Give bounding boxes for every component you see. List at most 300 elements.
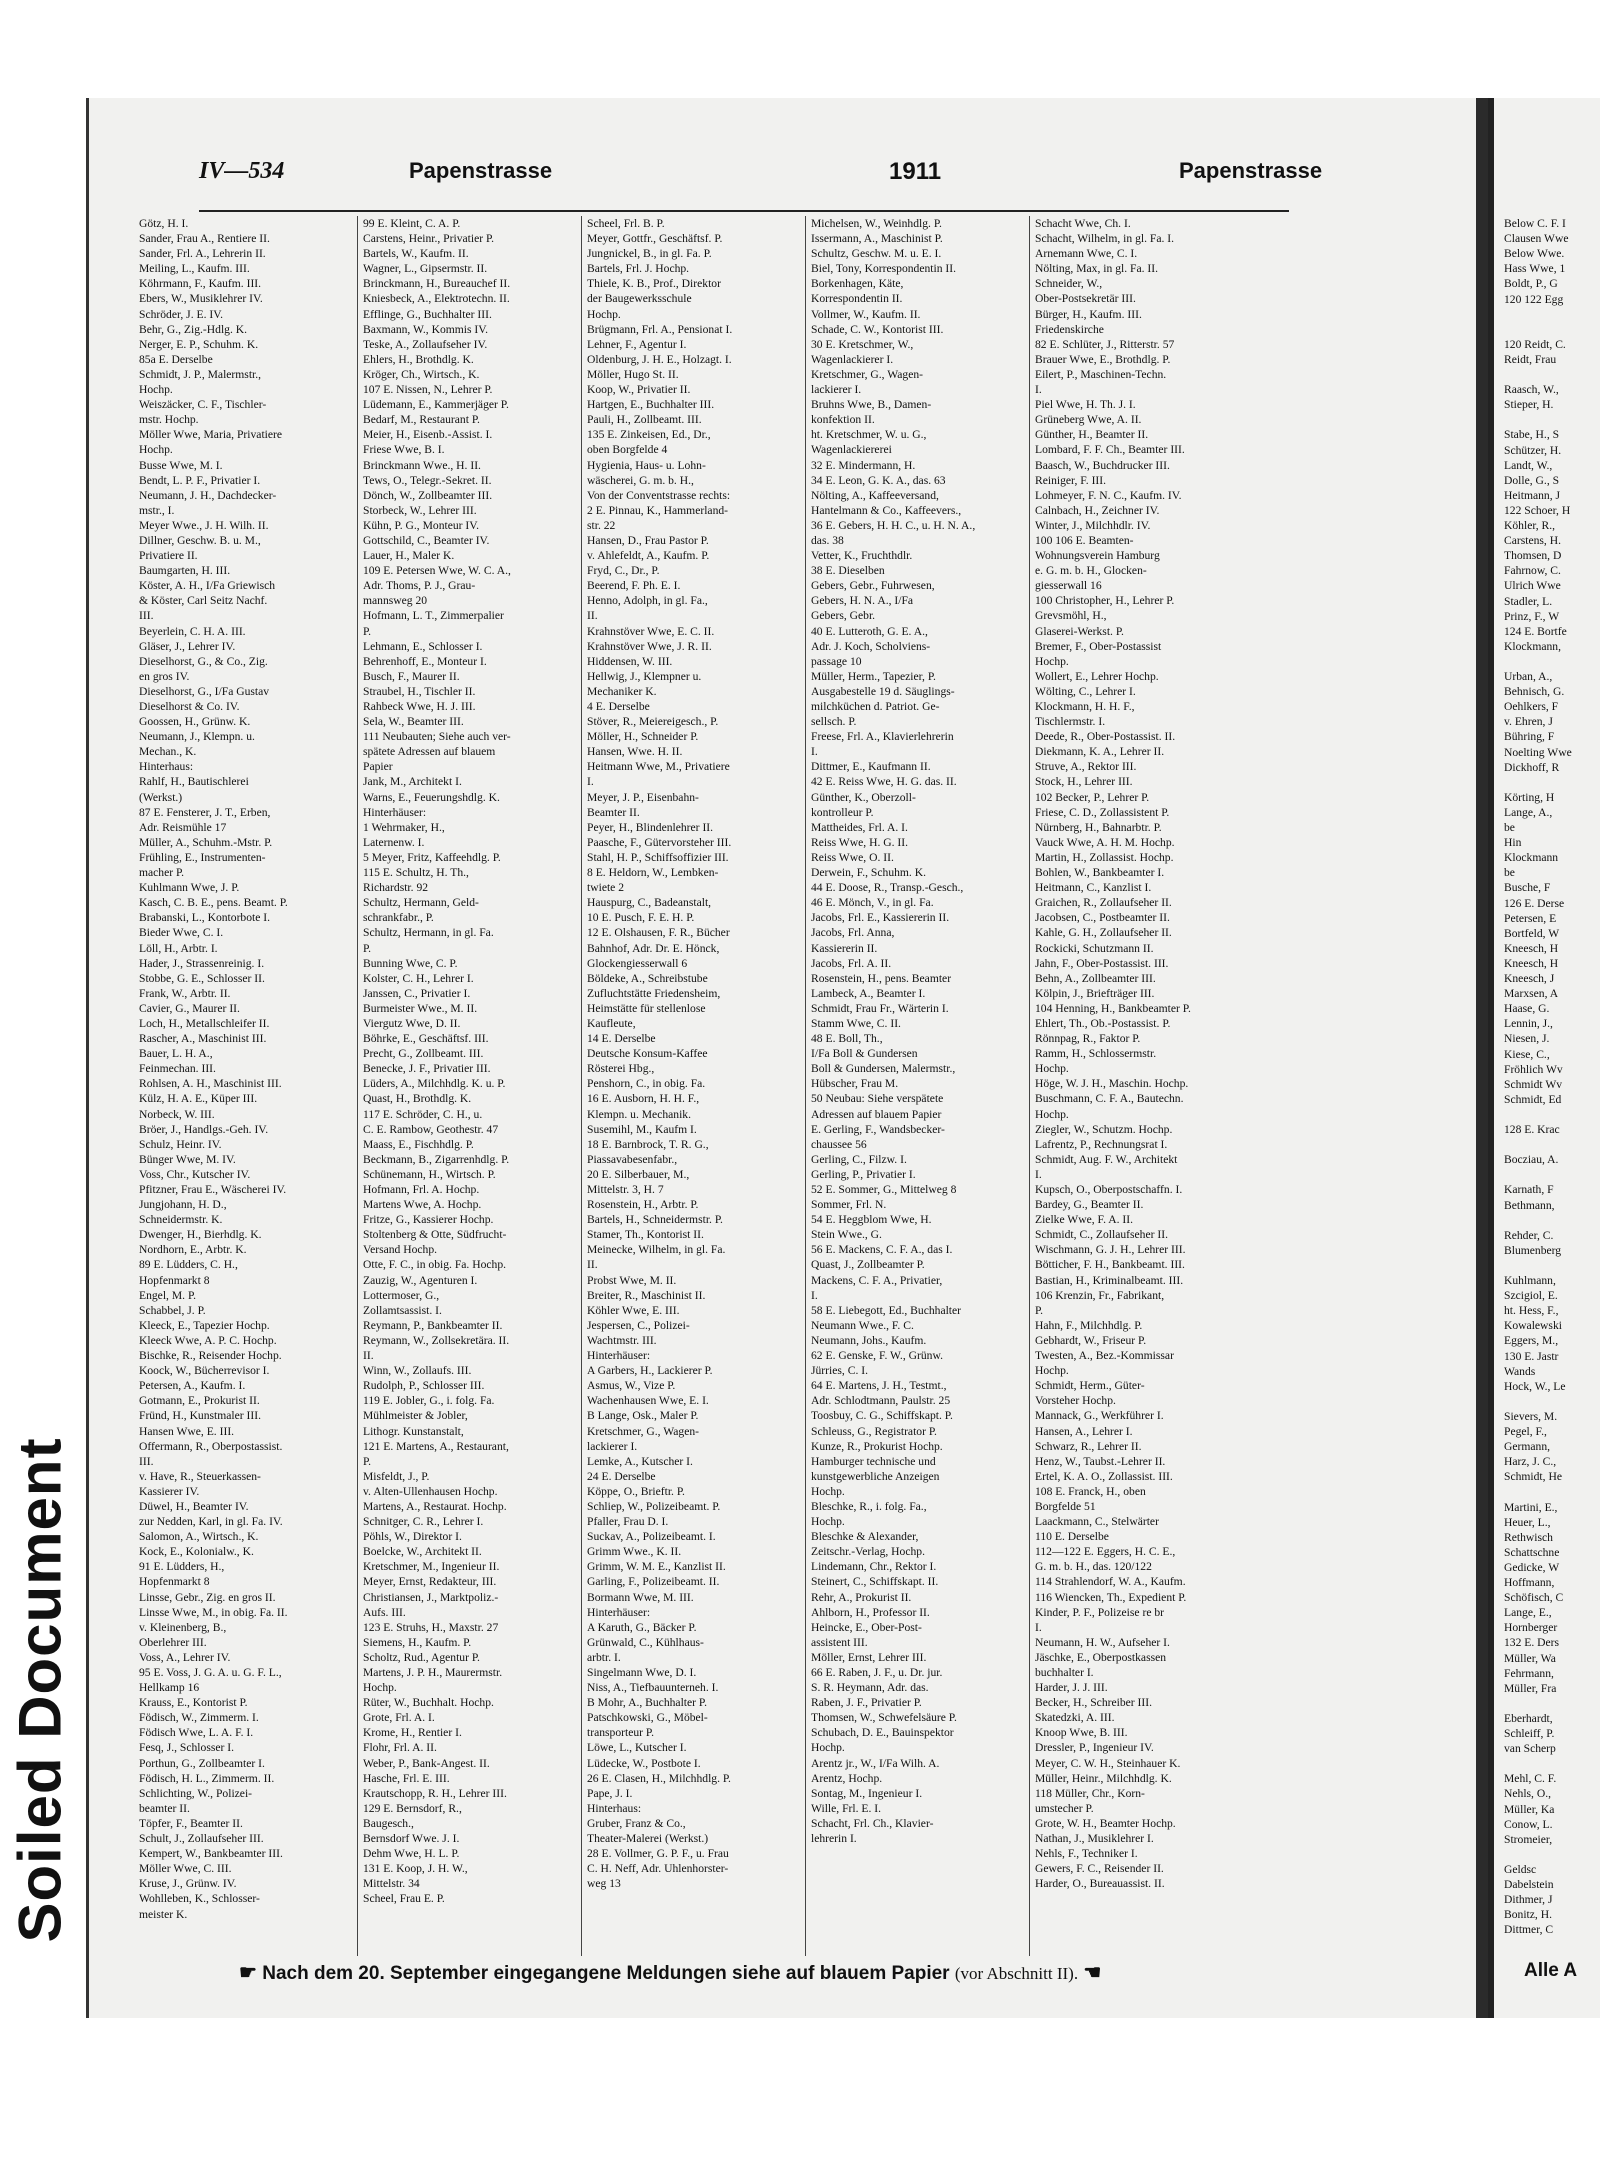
directory-entry: 129 E. Bernsdorf, R., <box>363 1801 462 1815</box>
directory-entry: assistent III. <box>811 1635 868 1649</box>
directory-entry: Ramm, H., Schlossermstr. <box>1035 1047 1157 1061</box>
directory-entry: Mechan., K. <box>139 745 197 759</box>
next-page-entry: Schleiff, P. <box>1504 1727 1555 1740</box>
directory-entry: Schliep, W., Polizeibeamt. P. <box>587 1499 721 1513</box>
directory-entry: Bürger, H., Kaufm. III. <box>1035 307 1142 321</box>
directory-entry: Stamm Wwe, C. II. <box>811 1016 901 1030</box>
directory-entry: Teske, A., Zollaufseher IV. <box>363 337 488 351</box>
directory-entry: Arentz jr., W., I/Fa Wilh. A. <box>811 1756 940 1770</box>
directory-entry: Krahnstöver Wwe, E. C. II. <box>587 624 715 638</box>
directory-entry: Kühn, P. G., Monteur IV. <box>363 518 480 532</box>
next-page-entry: Sievers, M. <box>1504 1409 1558 1423</box>
next-page-entry: Bethmann, <box>1504 1198 1555 1212</box>
directory-entry: 1 Wehrmaker, H., <box>363 820 445 834</box>
directory-entry: 123 E. Struhs, H., Maxstr. 27 <box>363 1620 499 1634</box>
directory-entry: Koock, W., Bücherrevisor I. <box>139 1364 270 1378</box>
directory-entry: I. <box>587 775 594 789</box>
directory-entry: Grote, W. H., Beamter Hochp. <box>1035 1816 1176 1830</box>
directory-entry: Jacobs, Frl. A. II. <box>811 956 892 970</box>
directory-entry: Buschmann, C. F. A., Bautechn. <box>1035 1092 1184 1106</box>
directory-entry: Jungnickel, B., in gl. Fa. P. <box>587 247 712 261</box>
directory-entry: Zauzig, W., Agenturen I. <box>363 1273 478 1287</box>
next-page-entry: 124 E. Bortfe <box>1504 624 1567 638</box>
next-page-entry: Kuhlmann, <box>1504 1274 1556 1287</box>
directory-entry: Thomsen, W., Schwefelsäure P. <box>811 1711 957 1725</box>
directory-entry: Vauck Wwe, A. H. M. Hochp. <box>1035 835 1175 849</box>
directory-entry: Boelcke, W., Architekt II. <box>363 1545 482 1559</box>
directory-entry: Kleeck Wwe, A. P. C. Hochp. <box>139 1333 277 1347</box>
directory-entry: Schlichting, W., Polizei- <box>139 1786 253 1800</box>
column-4 <box>811 216 1025 1956</box>
directory-entry: Hochp. <box>811 1741 845 1755</box>
directory-entry: Wölting, C., Lehrer I. <box>1035 684 1136 698</box>
directory-entry: Hochp. <box>1035 1364 1069 1378</box>
directory-entry: Wachtmstr. III. <box>587 1333 657 1347</box>
next-page-entry: Bocziau, A. <box>1504 1153 1559 1167</box>
directory-entry: Hochp. <box>811 1484 845 1498</box>
directory-entry: Hinterhaus: <box>139 760 194 774</box>
directory-entry: I. <box>1035 383 1042 397</box>
next-page-entry: Schmidt Wv <box>1504 1077 1563 1091</box>
directory-entry: Dehm Wwe, H. L. P. <box>363 1847 460 1861</box>
directory-entry: Reiniger, F. III. <box>1035 473 1107 487</box>
directory-entry: Goossen, H., Grünw. K. <box>139 715 251 729</box>
next-page-entry: Karnath, F <box>1504 1183 1554 1197</box>
directory-entry: Nölting, A., Kaffeeversand, <box>811 488 939 502</box>
directory-entry: 87 E. Fensterer, J. T., Erben, <box>139 805 271 819</box>
directory-entry: Harder, O., Bureauassist. II. <box>1035 1877 1165 1891</box>
directory-entry: Lehner, F., Agentur I. <box>587 337 687 351</box>
directory-entry: Hinterhäuser: <box>587 1605 651 1619</box>
directory-entry: Adr. J. Koch, Scholviens- <box>811 639 931 653</box>
next-page-entry: Lange, A., <box>1504 805 1553 819</box>
directory-entry: Möller, H., Schneider P. <box>587 730 699 744</box>
directory-entry: meister K. <box>139 1907 188 1921</box>
directory-entry: Boll & Gundersen, Malermstr., <box>811 1062 956 1076</box>
directory-entry: Baugesch., <box>363 1816 414 1830</box>
directory-entry: Pfitzner, Frau E., Wäscherei IV. <box>139 1183 287 1196</box>
next-page-entry: Clausen Wwe <box>1504 232 1569 246</box>
directory-entry: Graichen, R., Zollaufseher II. <box>1035 896 1172 910</box>
directory-entry: Sontag, M., Ingenieur I. <box>811 1786 923 1800</box>
directory-entry: Reymann, W., Zollsekretära. II. <box>363 1333 510 1347</box>
directory-entry: Bruhns Wwe, B., Damen- <box>811 398 932 412</box>
column-divider <box>581 216 582 1956</box>
directory-entry: Dwenger, H., Bierhdlg. K. <box>139 1228 262 1242</box>
directory-entry: Theater-Malerei (Werkst.) <box>587 1832 709 1846</box>
next-page-entry: 126 E. Derse <box>1504 896 1565 910</box>
directory-entry: 111 Neubauten; Siehe auch ver- <box>363 730 511 744</box>
directory-entry: Tischlermstr. I. <box>1035 715 1106 729</box>
directory-entry: Hansen, D., Frau Pastor P. <box>587 533 709 547</box>
next-page-entry: Schattschne <box>1504 1545 1560 1559</box>
scan-margin <box>0 98 80 1958</box>
directory-entry: Günther, H., Beamter II. <box>1035 428 1149 442</box>
directory-entry: Jank, M., Architekt I. <box>363 775 462 789</box>
directory-entry: II. <box>587 609 598 623</box>
directory-entry: Linsse Wwe, M., in obig. Fa. II. <box>139 1605 288 1619</box>
directory-entry: Dillner, Geschw. B. u. M., <box>139 533 261 547</box>
directory-entry: Baumgarten, H. III. <box>139 564 231 578</box>
directory-entry: Lafrentz, P., Rechnungsrat I. <box>1035 1137 1168 1151</box>
directory-entry: I. <box>1035 1620 1042 1634</box>
next-page-entry: Schmidt, He <box>1504 1470 1562 1484</box>
next-page-entry: be <box>1504 821 1515 834</box>
directory-entry: Linsse, Gebr., Zig. en gros II. <box>139 1590 276 1604</box>
directory-entry: 50 Neubau: Siehe verspätete <box>811 1092 944 1106</box>
street-name-left: Papenstrasse <box>409 158 553 183</box>
page-number: IV—534 <box>199 158 285 184</box>
directory-entry: Bleschke, R., i. folg. Fa., <box>811 1499 927 1513</box>
directory-entry: Meyer, Ernst, Redakteur, III. <box>363 1575 497 1589</box>
directory-entry: Pauli, H., Zollbeamt. III. <box>587 413 702 427</box>
directory-entry: lehrerin I. <box>811 1832 857 1846</box>
directory-entry: Hansen, Wwe. H. II. <box>587 745 683 759</box>
directory-entry: Schleuss, G., Registrator P. <box>811 1424 937 1438</box>
directory-entry: Peyer, H., Blindenlehrer II. <box>587 820 714 834</box>
next-page-entry: Mehl, C. F. <box>1504 1772 1557 1786</box>
directory-entry: Vollmer, W., Kaufm. II. <box>811 307 921 321</box>
next-page-entry: Stromeier, <box>1504 1832 1553 1846</box>
next-page-entry: Kneesch, H <box>1504 941 1559 955</box>
pointing-hand-left-icon: ☚ <box>1083 1962 1102 1984</box>
next-page-entry: 122 Schoer, H <box>1504 503 1571 517</box>
directory-entry: Dieselhorst, G., I/Fa Gustav <box>139 684 270 698</box>
directory-entry: Brabanski, L., Kontorbote I. <box>139 911 271 925</box>
directory-entry: Jacobs, Frl. E., Kassiererin II. <box>811 911 950 925</box>
directory-entry: Quast, H., Brothdlg. K. <box>363 1092 472 1106</box>
next-page-entry: Lennin, J., <box>1504 1017 1553 1031</box>
directory-entry: Rascher, A., Maschinist III. <box>139 1032 267 1046</box>
column-divider <box>1029 216 1030 1956</box>
directory-entry: 58 E. Liebegott, Ed., Buchhalter <box>811 1303 962 1317</box>
directory-entry: Von der Conventstrasse rechts: <box>587 488 731 502</box>
next-page-entry: Bühring, F <box>1504 730 1555 744</box>
next-page-entry: Behnisch, G. <box>1504 685 1565 699</box>
directory-entry: Kretschmer, G., Wagen- <box>811 367 924 381</box>
next-page-entry: Eberhardt, <box>1504 1711 1553 1725</box>
next-page-entry: Nehls, O., <box>1504 1787 1552 1801</box>
directory-entry: Hiddensen, W. III. <box>587 654 673 668</box>
directory-entry: Grevsmöhl, H., <box>1035 609 1107 623</box>
next-page-entry: ht. Hess, F., <box>1504 1304 1559 1318</box>
directory-entry: Voss, A., Lehrer IV. <box>139 1650 231 1664</box>
directory-entry: Wagner, L., Gipsermstr. II. <box>363 262 488 276</box>
directory-entry: Stöver, R., Meiereigesch., P. <box>587 715 719 729</box>
directory-entry: kontrolleur P. <box>811 805 874 819</box>
directory-entry: Jespersen, C., Polizei- <box>587 1318 690 1332</box>
street-name-right: Papenstrasse <box>1179 158 1323 183</box>
directory-entry: Ehlers, H., Brothdlg. K. <box>363 352 474 366</box>
soiled-document-stamp: Soiled Document <box>6 1437 74 1943</box>
directory-entry: Straubel, H., Tischler II. <box>363 684 476 698</box>
directory-entry: Pape, J. I. <box>587 1786 633 1800</box>
directory-entry: Lüdemann, E., Kammerjäger P. <box>363 398 509 412</box>
next-page-entry: Carstens, H. <box>1504 534 1561 548</box>
directory-entry: Schmidt, Aug. F. W., Architekt <box>1035 1152 1178 1166</box>
directory-entry: Nehls, F., Techniker I. <box>1035 1847 1138 1861</box>
directory-entry: Löwe, L., Kutscher I. <box>587 1741 687 1755</box>
directory-entry: Möller, Ernst, Lehrer III. <box>811 1650 927 1664</box>
directory-entry: Derwein, F., Schuhm. K. <box>811 866 926 880</box>
next-page-entry: Landt, W., <box>1504 458 1553 472</box>
directory-entry: v. Kleinenberg, B., <box>139 1620 227 1634</box>
next-page-entry: Below Wwe. <box>1504 247 1565 261</box>
directory-entry: Lambeck, A., Beamter I. <box>811 986 926 1000</box>
directory-entry: Möller Wwe, Maria, Privatiere <box>139 428 283 442</box>
directory-entry: Lindemann, Chr., Rektor I. <box>811 1560 937 1574</box>
directory-entry: I/Fa Boll & Gundersen <box>811 1047 918 1061</box>
directory-entry: Krauss, E., Kontorist P. <box>139 1696 248 1710</box>
next-page-entry: 130 E. Jastr <box>1504 1349 1559 1363</box>
directory-entry: Scheel, Frau E. P. <box>363 1892 445 1906</box>
next-page-entry: 120 122 Egg <box>1504 292 1564 306</box>
directory-entry: Bünger Wwe, M. IV. <box>139 1152 236 1166</box>
directory-entry: Kasch, C. B. E., pens. Beamt. P. <box>139 896 288 910</box>
next-page-entry: Schöfisch, C <box>1504 1591 1564 1605</box>
directory-entry: Flohr, Frl. A. II. <box>363 1741 437 1755</box>
directory-entry: Sela, W., Beamter III. <box>363 715 464 729</box>
next-page-entry: Bortfeld, W <box>1504 926 1560 940</box>
directory-entry: Otte, F. C., in obig. Fa. Hochp. <box>363 1258 507 1272</box>
directory-entry: Carstens, Heinr., Privatier P. <box>363 232 495 246</box>
directory-entry: Mackens, C. F. A., Privatier, <box>811 1273 943 1287</box>
directory-entry: Külz, H. A. E., Küper III. <box>139 1092 258 1106</box>
directory-entry: 24 E. Derselbe <box>587 1469 656 1483</box>
directory-entry: 89 E. Lüdders, C. H., <box>139 1258 238 1272</box>
directory-entry: Voss, Chr., Kutscher IV. <box>139 1167 251 1181</box>
directory-entry: Gerling, C., Filzw. I. <box>811 1152 907 1166</box>
directory-entry: Bartels, H., Schneidermstr. P. <box>587 1213 723 1227</box>
next-page-entry: Rehder, C. <box>1504 1228 1554 1242</box>
directory-entry: Hantelmann & Co., Kaffeevers., <box>811 503 962 517</box>
next-page-entry: Fehrmann, <box>1504 1666 1554 1680</box>
directory-entry: 91 E. Lüdders, H., <box>139 1560 225 1574</box>
directory-entry: Schwarz, R., Lehrer II. <box>1035 1439 1142 1453</box>
next-page-entry: Boldt, P., G <box>1504 277 1558 291</box>
directory-entry: Martens, J. P. H., Maurermstr. <box>363 1666 503 1679</box>
directory-entry: Hauspurg, C., Badeanstalt, <box>587 896 712 910</box>
directory-entry: 116 Wiencken, Th., Expedient P. <box>1035 1590 1187 1604</box>
directory-entry: Hygienia, Haus- u. Lohn- <box>587 458 706 472</box>
directory-entry: lackierer I. <box>811 383 862 397</box>
directory-entry: 26 E. Clasen, H., Milchhdlg. P. <box>587 1771 731 1785</box>
page-header <box>199 158 1323 194</box>
directory-entry: Schabbel, J. P. <box>139 1303 206 1317</box>
directory-entry: 117 E. Schröder, C. H., u. <box>363 1107 483 1121</box>
directory-entry: Martin, H., Zollassist. Hochp. <box>1035 850 1174 864</box>
directory-entry: Brinckmann Wwe., H. II. <box>363 458 481 472</box>
directory-entry: Grünwald, C., Kühlhaus- <box>587 1635 704 1649</box>
directory-entry: Möller Wwe, C. III. <box>139 1862 232 1876</box>
directory-entry: Zufluchtstätte Friedensheim, <box>587 986 721 1000</box>
directory-entry: Kretschmer, M., Ingenieur II. <box>363 1560 500 1574</box>
next-page-entry: Fröhlich Wv <box>1504 1062 1563 1076</box>
directory-entry: Bendt, L. P. F., Privatier I. <box>139 473 261 487</box>
directory-entry: Hinterhaus: <box>587 1801 642 1815</box>
next-page-entry: Stadler, L. <box>1504 594 1553 608</box>
directory-entry: Versand Hochp. <box>363 1243 438 1257</box>
directory-entry: Hellkamp 16 <box>139 1681 200 1695</box>
directory-entry: Freese, Frl. A., Klavierlehrerin <box>811 730 954 744</box>
directory-entry: ht. Kretschmer, W. u. G., <box>811 428 927 442</box>
directory-entry: Glaserei-Werkst. P. <box>1035 624 1124 638</box>
directory-entry: Jahn, F., Ober-Postassist. III. <box>1035 956 1169 970</box>
directory-entry: Quast, J., Zollbeamter P. <box>811 1258 925 1272</box>
directory-entry: Köhler Wwe, E. III. <box>587 1303 680 1317</box>
directory-entry: 56 E. Mackens, C. F. A., das I. <box>811 1243 953 1257</box>
next-page-entry: Lange, E., <box>1504 1606 1552 1620</box>
directory-entry: Nordhorn, E., Arbtr. K. <box>139 1243 247 1257</box>
directory-entry: Mittelstr. 34 <box>363 1877 420 1891</box>
directory-entry: Jürries, C. I. <box>811 1364 868 1378</box>
directory-entry: Löll, H., Arbtr. I. <box>139 941 218 955</box>
directory-entry: konfektion II. <box>811 413 875 427</box>
directory-entry: Krome, H., Rentier I. <box>363 1726 462 1740</box>
directory-entry: Adressen auf blauem Papier <box>811 1107 942 1121</box>
next-page-entry: Dabelstein <box>1504 1878 1554 1891</box>
directory-entry: Ahlborn, H., Professor II. <box>811 1605 930 1619</box>
column-divider <box>357 216 358 1956</box>
next-page-entry: Conow, L. <box>1504 1817 1553 1831</box>
directory-entry: Stoltenberg & Otte, Südfrucht- <box>363 1228 507 1242</box>
next-page-entry: Pegel, F., <box>1504 1425 1547 1438</box>
directory-entry: Bötticher, F. H., Bankbeamt. III. <box>1035 1258 1185 1272</box>
directory-entry: Martens, A., Restaurat. Hochp. <box>363 1499 507 1513</box>
next-page-entry: Köhler, R., <box>1504 519 1556 532</box>
directory-entry: Salomon, A., Wirtsch., K. <box>139 1530 259 1544</box>
directory-entry: Rahlf, H., Bautischlerei <box>139 775 249 789</box>
directory-entry: Kölpin, J., Briefträger III. <box>1035 986 1155 1000</box>
directory-entry: Stahl, H. P., Schiffsoffizier III. <box>587 850 729 864</box>
directory-entry: Zeitschr.-Verlag, Hochp. <box>811 1545 925 1559</box>
directory-entry: P. <box>363 941 372 955</box>
directory-entry: Lithogr. Kunstanstalt, <box>363 1424 464 1438</box>
directory-entry: v. Have, R., Steuerkassen- <box>139 1469 261 1483</box>
directory-entry: Götz, H. I. <box>139 217 189 230</box>
directory-entry: 16 E. Ausborn, H. H. F., <box>587 1092 700 1106</box>
directory-entry: Höge, W. J. H., Maschin. Hochp. <box>1035 1077 1189 1091</box>
directory-entry: 112—122 E. Eggers, H. C. E., <box>1035 1545 1176 1559</box>
directory-entry: Kretschmer, G., Wagen- <box>587 1424 700 1438</box>
directory-entry: III. <box>139 609 154 623</box>
directory-entry: Friedenskirche <box>1035 322 1104 336</box>
directory-entry: mstr., I. <box>139 503 175 517</box>
directory-entry: Breiter, R., Maschinist II. <box>587 1288 706 1302</box>
directory-entry: Scheel, Frl. B. P. <box>587 217 665 230</box>
directory-entry: mstr. Hochp. <box>139 413 199 427</box>
directory-entry: Adr. Thoms, P. J., Grau- <box>363 579 476 593</box>
next-page-entry: Müller, Ka <box>1504 1802 1555 1816</box>
directory-entry: C. H. Neff, Adr. Uhlenhorster- <box>587 1862 729 1876</box>
next-page-entry: 132 E. Ders <box>1504 1636 1560 1650</box>
directory-entry: Fryd, C., Dr., P. <box>587 564 660 578</box>
directory-entry: Steinert, C., Schiffskapt. II. <box>811 1575 939 1589</box>
directory-entry: Lemke, A., Kutscher I. <box>587 1454 693 1468</box>
next-page-entry: Petersen, E <box>1504 911 1557 925</box>
directory-entry: Pöhls, W., Direktor I. <box>363 1530 462 1544</box>
next-page-entry: v. Ehren, J <box>1504 715 1553 729</box>
directory-entry: Neumann, H. W., Aufseher I. <box>1035 1635 1170 1649</box>
directory-entry: Kruse, J., Grünw. IV. <box>139 1877 237 1891</box>
directory-entry: Stock, H., Lehrer III. <box>1035 775 1133 789</box>
directory-entry: kunstgewerbliche Anzeigen <box>811 1469 940 1483</box>
directory-entry: 14 E. Derselbe <box>587 1032 656 1046</box>
directory-entry: Vorsteher Hochp. <box>1035 1394 1116 1408</box>
directory-entry: Rockicki, Schutzmann II. <box>1035 941 1154 955</box>
directory-entry: Schneidermstr. K. <box>139 1213 223 1227</box>
next-page-entry: Stieper, H. <box>1504 398 1554 412</box>
directory-entry: Hochp. <box>811 1515 845 1529</box>
directory-entry: Grimm, W. M. E., Kanzlist II. <box>587 1560 726 1574</box>
column-2 <box>363 216 577 1956</box>
directory-entry: Reiss Wwe, O. II. <box>811 850 894 864</box>
directory-entry: Sommer, Frl. N. <box>811 1198 887 1212</box>
directory-entry: Bleschke & Alexander, <box>811 1530 919 1544</box>
directory-entry: Beamter II. <box>587 805 640 819</box>
directory-entry: oben Borgfelde 4 <box>587 443 668 457</box>
directory-entry: Fründ, H., Kunstmaler III. <box>139 1409 262 1423</box>
directory-entry: Mannack, G., Werkführer I. <box>1035 1409 1164 1423</box>
directory-entry: Arnemann Wwe, C. I. <box>1035 247 1138 261</box>
directory-entry: Hochp. <box>1035 1107 1069 1121</box>
directory-entry: Singelmann Wwe, D. I. <box>587 1666 697 1679</box>
directory-entry: Rohlsen, A. H., Maschinist III. <box>139 1077 282 1091</box>
directory-entry: Aufs. III. <box>363 1605 406 1619</box>
next-page-entry: Klockmann, <box>1504 639 1561 653</box>
directory-entry: mannsweg 20 <box>363 594 428 608</box>
directory-entry: Busse Wwe, M. I. <box>139 458 223 472</box>
directory-entry: Stein Wwe., G. <box>811 1228 882 1242</box>
directory-entry: Mechaniker K. <box>587 684 657 698</box>
directory-entry: Beyerlein, C. H. A. III. <box>139 624 246 638</box>
directory-entry: Papier <box>363 760 393 774</box>
directory-entry: Asmus, W., Vize P. <box>587 1379 676 1393</box>
directory-entry: Töpfer, F., Beamter II. <box>139 1816 243 1830</box>
column-5 <box>1035 216 1249 1956</box>
directory-entry: Petersen, A., Kaufm. I. <box>139 1379 246 1393</box>
directory-entry: wäscherei, G. m. b. H., <box>587 473 694 487</box>
next-page-entry: Hock, W., Le <box>1504 1379 1566 1393</box>
directory-entry: G. m. b. H., das. 120/122 <box>1035 1560 1152 1574</box>
directory-entry: Meyer, Gottfr., Geschäftsf. P. <box>587 232 723 246</box>
next-page-entry: Hornberger <box>1504 1621 1558 1635</box>
directory-entry: Kunze, R., Prokurist Hochp. <box>811 1439 943 1453</box>
directory-entry: Henz, W., Taubst.-Lehrer II. <box>1035 1454 1166 1468</box>
directory-entry: Meinecke, Wilhelm, in gl. Fa. <box>587 1243 726 1257</box>
directory-entry: Wagenlackiererei <box>811 443 892 457</box>
next-page-entry: van Scherp <box>1504 1742 1556 1756</box>
next-page-entry: Kowalewski <box>1504 1319 1562 1333</box>
directory-entry: Födisch Wwe, L. A. F. I. <box>139 1726 254 1740</box>
next-page-entry: Bonitz, H. <box>1504 1908 1552 1922</box>
directory-entry: Hartgen, E., Buchhalter III. <box>587 398 715 412</box>
directory-entry: Lottermoser, G., <box>363 1288 440 1302</box>
directory-entry: umstecher P. <box>1035 1801 1094 1815</box>
directory-entry: 4 E. Derselbe <box>587 700 650 713</box>
directory-entry: Glockengiesserwall 6 <box>587 956 688 970</box>
directory-entry: Susemihl, M., Kaufm I. <box>587 1122 697 1136</box>
directory-entry: 131 E. Koop, J. H. W., <box>363 1862 468 1876</box>
next-page-entry: Kiese, C., <box>1504 1047 1550 1061</box>
directory-entry: 48 E. Boll, Th., <box>811 1032 883 1046</box>
directory-entry: Lüdecke, W., Postbote I. <box>587 1756 701 1770</box>
directory-entry: Lohmeyer, F. N. C., Kaufm. IV. <box>1035 488 1182 502</box>
directory-entry: Heitmann, C., Kanzlist I. <box>1035 881 1152 895</box>
directory-entry: Deede, R., Ober-Postassist. II. <box>1035 730 1176 744</box>
column-1 <box>139 216 353 1956</box>
next-page-entry: Dickhoff, R <box>1504 760 1560 774</box>
